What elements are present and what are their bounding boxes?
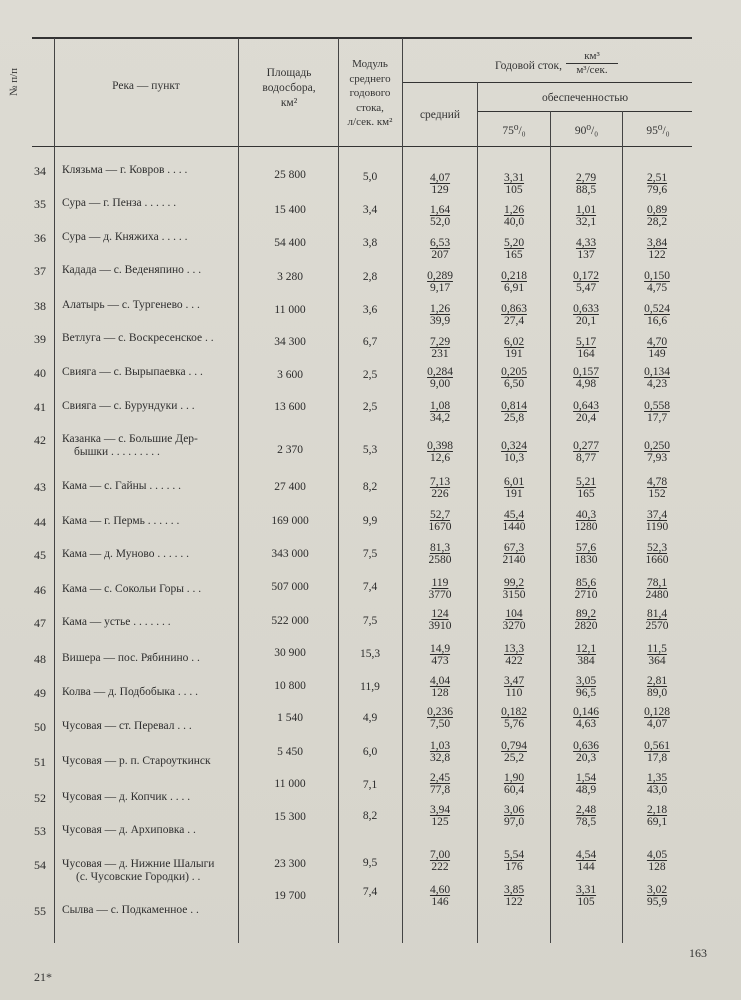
runoff-p75: $\frac{0,205}{6,50}$ xyxy=(501,366,527,390)
runoff-p90: $\frac{0,636}{20,3}$ xyxy=(573,740,599,764)
basin-area: 15 400 xyxy=(274,204,306,216)
runoff-p75: $\frac{0,794}{25,2}$ xyxy=(501,740,527,764)
river-point: Кама — устье . . . . . . . xyxy=(62,616,171,628)
basin-area: 34 300 xyxy=(274,336,306,348)
river-point: Сура — д. Княжиха . . . . . xyxy=(62,231,188,243)
runoff-mean: $\frac{1,26}{39,9}$ xyxy=(429,303,451,327)
runoff-p95: $\frac{0,558}{17,7}$ xyxy=(644,400,670,424)
runoff-p95: $\frac{2,51}{79,6}$ xyxy=(646,172,668,196)
runoff-mean: $\frac{4,60}{146}$ xyxy=(429,884,451,908)
page-number: 163 xyxy=(689,946,707,960)
basin-area: 13 600 xyxy=(274,401,306,413)
runoff-mean: $\frac{0,284}{9,00}$ xyxy=(427,366,453,390)
runoff-p95: $\frac{81,4}{2570}$ xyxy=(645,608,669,632)
river-point: Свияга — с. Вырыпаевка . . . xyxy=(62,366,203,378)
runoff-modulus: 8,2 xyxy=(362,810,378,822)
runoff-p75: $\frac{104}{3270}$ xyxy=(502,608,526,632)
runoff-p95: $\frac{0,524}{16,6}$ xyxy=(644,303,670,327)
runoff-modulus: 9,9 xyxy=(362,515,378,527)
runoff-mean: $\frac{0,398}{12,6}$ xyxy=(427,440,453,464)
river-point: Казанка — с. Большие Дер- бышки . . . . . . . . . xyxy=(62,433,198,458)
table-top-rule xyxy=(32,37,692,39)
river-point: Чусовая — д. Копчик . . . . xyxy=(62,791,191,803)
runoff-modulus: 6,0 xyxy=(362,746,378,758)
runoff-p90: $\frac{5,21}{165}$ xyxy=(575,476,597,500)
runoff-modulus: 15,3 xyxy=(359,648,381,660)
runoff-p95: $\frac{4,05}{128}$ xyxy=(646,849,668,873)
table-row xyxy=(0,400,741,436)
runoff-p95: $\frac{52,3}{1660}$ xyxy=(645,542,669,566)
runoff-p95: $\frac{4,70}{149}$ xyxy=(646,336,668,360)
runoff-p90: $\frac{0,172}{5,47}$ xyxy=(573,270,599,294)
runoff-p95: $\frac{4,78}{152}$ xyxy=(646,476,668,500)
river-point: Кадада — с. Веденяпино . . . xyxy=(62,264,202,276)
runoff-modulus: 5,3 xyxy=(362,444,378,456)
runoff-mean: $\frac{6,53}{207}$ xyxy=(429,237,451,261)
row-number: 39 xyxy=(34,332,46,346)
basin-area: 11 000 xyxy=(274,778,306,790)
runoff-p75: $\frac{1,90}{60,4}$ xyxy=(503,772,525,796)
runoff-p75: $\frac{3,06}{97,0}$ xyxy=(503,804,525,828)
runoff-p75: $\frac{1,26}{40,0}$ xyxy=(503,204,525,228)
runoff-p75: $\frac{45,4}{1440}$ xyxy=(502,509,526,533)
runoff-header-rule xyxy=(402,82,692,83)
row-number: 40 xyxy=(34,366,46,380)
table-row xyxy=(0,884,741,940)
runoff-p90: $\frac{0,633}{20,1}$ xyxy=(573,303,599,327)
basin-area: 19 700 xyxy=(274,890,306,902)
runoff-p75: $\frac{5,20}{165}$ xyxy=(503,237,525,261)
header-runoff-title: Годовой сток, xyxy=(495,60,562,72)
runoff-mean: $\frac{4,07}{129}$ xyxy=(429,172,451,196)
runoff-mean: $\frac{2,45}{77,8}$ xyxy=(429,772,451,796)
header-p75: 75⁰/₀ xyxy=(502,125,526,137)
runoff-p75: $\frac{0,182}{5,76}$ xyxy=(501,706,527,730)
runoff-modulus: 8,2 xyxy=(362,481,378,493)
runoff-p95: $\frac{2,18}{69,1}$ xyxy=(646,804,668,828)
table-row xyxy=(0,264,741,300)
runoff-modulus: 3,4 xyxy=(362,204,378,216)
runoff-p75: $\frac{3,47}{110}$ xyxy=(503,675,525,699)
runoff-p90: $\frac{1,01}{32,1}$ xyxy=(575,204,597,228)
runoff-p95: $\frac{3,02}{95,9}$ xyxy=(646,884,668,908)
header-river: Река — пункт xyxy=(112,80,180,92)
row-number: 43 xyxy=(34,480,46,494)
runoff-p95: $\frac{0,561}{17,8}$ xyxy=(644,740,670,764)
basin-area: 1 540 xyxy=(277,712,303,724)
basin-area: 25 800 xyxy=(274,169,306,181)
runoff-mean: $\frac{81,3}{2580}$ xyxy=(428,542,452,566)
basin-area: 54 400 xyxy=(274,237,306,249)
row-number: 49 xyxy=(34,686,46,700)
river-point: Кама — с. Гайны . . . . . . xyxy=(62,480,182,492)
runoff-p95: $\frac{78,1}{2480}$ xyxy=(645,577,669,601)
header-runoff-unit: км³ м³/сек. xyxy=(566,50,618,77)
runoff-p95: $\frac{0,128}{4,07}$ xyxy=(644,706,670,730)
header-area: Площадь водосбора, км² xyxy=(262,67,316,109)
runoff-p90: $\frac{3,05}{96,5}$ xyxy=(575,675,597,699)
runoff-p75: $\frac{6,02}{191}$ xyxy=(503,336,525,360)
river-point: Чусовая — ст. Перевал . . . xyxy=(62,720,192,732)
row-number: 52 xyxy=(34,791,46,805)
runoff-modulus: 7,4 xyxy=(362,886,378,898)
row-number: 50 xyxy=(34,720,46,734)
basin-area: 2 370 xyxy=(277,444,303,456)
runoff-mean: $\frac{1,64}{52,0}$ xyxy=(429,204,451,228)
river-point: Клязьма — г. Ковров . . . . xyxy=(62,164,188,176)
runoff-p95: $\frac{3,84}{122}$ xyxy=(646,237,668,261)
runoff-p90: $\frac{0,277}{8,77}$ xyxy=(573,440,599,464)
row-number: 34 xyxy=(34,164,46,178)
runoff-p90: $\frac{4,33}{137}$ xyxy=(575,237,597,261)
river-point: Чусовая — р. п. Староуткинск xyxy=(62,755,211,767)
row-number: 42 xyxy=(34,433,46,447)
row-number: 53 xyxy=(34,824,46,838)
printer-signature: 21* xyxy=(34,970,52,984)
river-point: Кама — с. Сокольи Горы . . . xyxy=(62,583,202,595)
basin-area: 522 000 xyxy=(271,615,309,627)
runoff-mean: $\frac{3,94}{125}$ xyxy=(429,804,451,828)
runoff-p90: $\frac{57,6}{1830}$ xyxy=(574,542,598,566)
row-number: 45 xyxy=(34,548,46,562)
runoff-modulus: 3,8 xyxy=(362,237,378,249)
runoff-p90: $\frac{12,1}{384}$ xyxy=(575,643,597,667)
provision-header-rule xyxy=(477,111,692,112)
runoff-p90: $\frac{0,157}{4,98}$ xyxy=(573,366,599,390)
runoff-modulus: 9,5 xyxy=(362,857,378,869)
river-point: Сура — г. Пенза . . . . . . xyxy=(62,197,177,209)
basin-area: 10 800 xyxy=(274,680,306,692)
runoff-mean: $\frac{4,04}{128}$ xyxy=(429,675,451,699)
runoff-mean: $\frac{7,13}{226}$ xyxy=(429,476,451,500)
basin-area: 23 300 xyxy=(274,858,306,870)
runoff-mean: $\frac{0,289}{9,17}$ xyxy=(427,270,453,294)
runoff-modulus: 2,5 xyxy=(362,369,378,381)
row-number: 44 xyxy=(34,515,46,529)
row-number: 35 xyxy=(34,197,46,211)
runoff-modulus: 7,4 xyxy=(362,581,378,593)
basin-area: 169 000 xyxy=(271,515,309,527)
table-row xyxy=(0,231,741,267)
runoff-p90: $\frac{1,54}{48,9}$ xyxy=(575,772,597,796)
runoff-modulus: 6,7 xyxy=(362,336,378,348)
runoff-modulus: 4,9 xyxy=(362,712,378,724)
basin-area: 11 000 xyxy=(274,304,306,316)
river-point: Ветлуга — с. Воскресенское . . xyxy=(62,332,214,344)
runoff-modulus: 2,8 xyxy=(362,271,378,283)
runoff-p95: $\frac{37,4}{1190}$ xyxy=(645,509,669,533)
runoff-mean: $\frac{14,9}{473}$ xyxy=(429,643,451,667)
runoff-p75: $\frac{13,3}{422}$ xyxy=(503,643,525,667)
basin-area: 507 000 xyxy=(271,581,309,593)
basin-area: 3 600 xyxy=(277,369,303,381)
row-number: 51 xyxy=(34,755,46,769)
river-point: Сылва — с. Подкаменное . . xyxy=(62,904,199,916)
row-number: 46 xyxy=(34,583,46,597)
runoff-p90: $\frac{4,54}{144}$ xyxy=(575,849,597,873)
row-number: 47 xyxy=(34,616,46,630)
runoff-p75: $\frac{0,324}{10,3}$ xyxy=(501,440,527,464)
row-number: 37 xyxy=(34,264,46,278)
runoff-modulus: 7,5 xyxy=(362,548,378,560)
runoff-mean: $\frac{1,08}{34,2}$ xyxy=(429,400,451,424)
runoff-p90: $\frac{2,79}{88,5}$ xyxy=(575,172,597,196)
row-number: 41 xyxy=(34,400,46,414)
runoff-mean: $\frac{1,03}{32,8}$ xyxy=(429,740,451,764)
runoff-p75: $\frac{5,54}{176}$ xyxy=(503,849,525,873)
river-point: Чусовая — д. Нижние Шалыги (с. Чусовские Городки) . . xyxy=(62,858,215,883)
runoff-p90: $\frac{85,6}{2710}$ xyxy=(574,577,598,601)
row-number: 36 xyxy=(34,231,46,245)
runoff-p75: $\frac{6,01}{191}$ xyxy=(503,476,525,500)
row-number: 48 xyxy=(34,652,46,666)
river-point: Алатырь — с. Тургенево . . . xyxy=(62,299,200,311)
basin-area: 15 300 xyxy=(274,811,306,823)
header-bottom-rule xyxy=(32,146,692,147)
runoff-mean: $\frac{0,236}{7,50}$ xyxy=(427,706,453,730)
table-row xyxy=(0,164,741,200)
runoff-p95: $\frac{0,89}{28,2}$ xyxy=(646,204,668,228)
runoff-mean: $\frac{7,00}{222}$ xyxy=(429,849,451,873)
runoff-mean: $\frac{52,7}{1670}$ xyxy=(428,509,452,533)
basin-area: 30 900 xyxy=(274,647,306,659)
basin-area: 27 400 xyxy=(274,481,306,493)
runoff-p95: $\frac{2,81}{89,0}$ xyxy=(646,675,668,699)
runoff-mean: $\frac{7,29}{231}$ xyxy=(429,336,451,360)
header-p95: 95⁰/₀ xyxy=(646,125,670,137)
basin-area: 3 280 xyxy=(277,271,303,283)
runoff-mean: $\frac{124}{3910}$ xyxy=(428,608,452,632)
runoff-p75: $\frac{0,218}{6,91}$ xyxy=(501,270,527,294)
runoff-modulus: 11,9 xyxy=(360,681,380,693)
river-point: Кама — д. Муново . . . . . . xyxy=(62,548,189,560)
runoff-p90: $\frac{2,48}{78,5}$ xyxy=(575,804,597,828)
header-mean: средний xyxy=(419,109,461,121)
runoff-p95: $\frac{0,150}{4,75}$ xyxy=(644,270,670,294)
runoff-p95: $\frac{11,5}{364}$ xyxy=(647,643,667,667)
runoff-p95: $\frac{1,35}{43,0}$ xyxy=(646,772,668,796)
runoff-p90: $\frac{5,17}{164}$ xyxy=(575,336,597,360)
row-number: 38 xyxy=(34,299,46,313)
runoff-p95: $\frac{0,134}{4,23}$ xyxy=(644,366,670,390)
table-row xyxy=(0,433,741,473)
header-provision: обеспеченностью xyxy=(541,92,629,104)
runoff-mean: $\frac{119}{3770}$ xyxy=(428,577,452,601)
river-point: Свияга — с. Бурундуки . . . xyxy=(62,400,195,412)
table-row xyxy=(0,366,741,402)
runoff-p75: $\frac{0,863}{27,4}$ xyxy=(501,303,527,327)
river-point: Кама — г. Пермь . . . . . . xyxy=(62,515,180,527)
river-point: Колва — д. Подбобыка . . . . xyxy=(62,686,198,698)
header-num: № п/п xyxy=(8,67,20,97)
runoff-modulus: 5,0 xyxy=(362,171,378,183)
runoff-modulus: 2,5 xyxy=(362,401,378,413)
runoff-p90: $\frac{0,643}{20,4}$ xyxy=(573,400,599,424)
basin-area: 343 000 xyxy=(271,548,309,560)
row-number: 55 xyxy=(34,904,46,918)
runoff-p95: $\frac{0,250}{7,93}$ xyxy=(644,440,670,464)
table-row xyxy=(0,299,741,335)
table-row xyxy=(0,332,741,368)
runoff-p90: $\frac{40,3}{1280}$ xyxy=(574,509,598,533)
runoff-p75: $\frac{99,2}{3150}$ xyxy=(502,577,526,601)
runoff-p75: $\frac{0,814}{25,8}$ xyxy=(501,400,527,424)
river-point: Чусовая — д. Архиповка . . xyxy=(62,824,196,836)
runoff-p75: $\frac{3,31}{105}$ xyxy=(503,172,525,196)
river-point: Вишера — пос. Рябинино . . xyxy=(62,652,200,664)
runoff-p90: $\frac{3,31}{105}$ xyxy=(575,884,597,908)
header-p90: 90⁰/₀ xyxy=(574,125,599,137)
runoff-modulus: 3,6 xyxy=(362,304,378,316)
header-modul: Модуль среднего годового стока, л/сек. км² xyxy=(347,58,393,128)
runoff-p75: $\frac{3,85}{122}$ xyxy=(503,884,525,908)
runoff-p75: $\frac{67,3}{2140}$ xyxy=(502,542,526,566)
runoff-p90: $\frac{0,146}{4,63}$ xyxy=(573,706,599,730)
basin-area: 5 450 xyxy=(277,746,303,758)
runoff-modulus: 7,1 xyxy=(362,779,378,791)
row-number: 54 xyxy=(34,858,46,872)
runoff-p90: $\frac{89,2}{2820}$ xyxy=(574,608,598,632)
table-row xyxy=(0,197,741,233)
runoff-modulus: 7,5 xyxy=(362,615,378,627)
